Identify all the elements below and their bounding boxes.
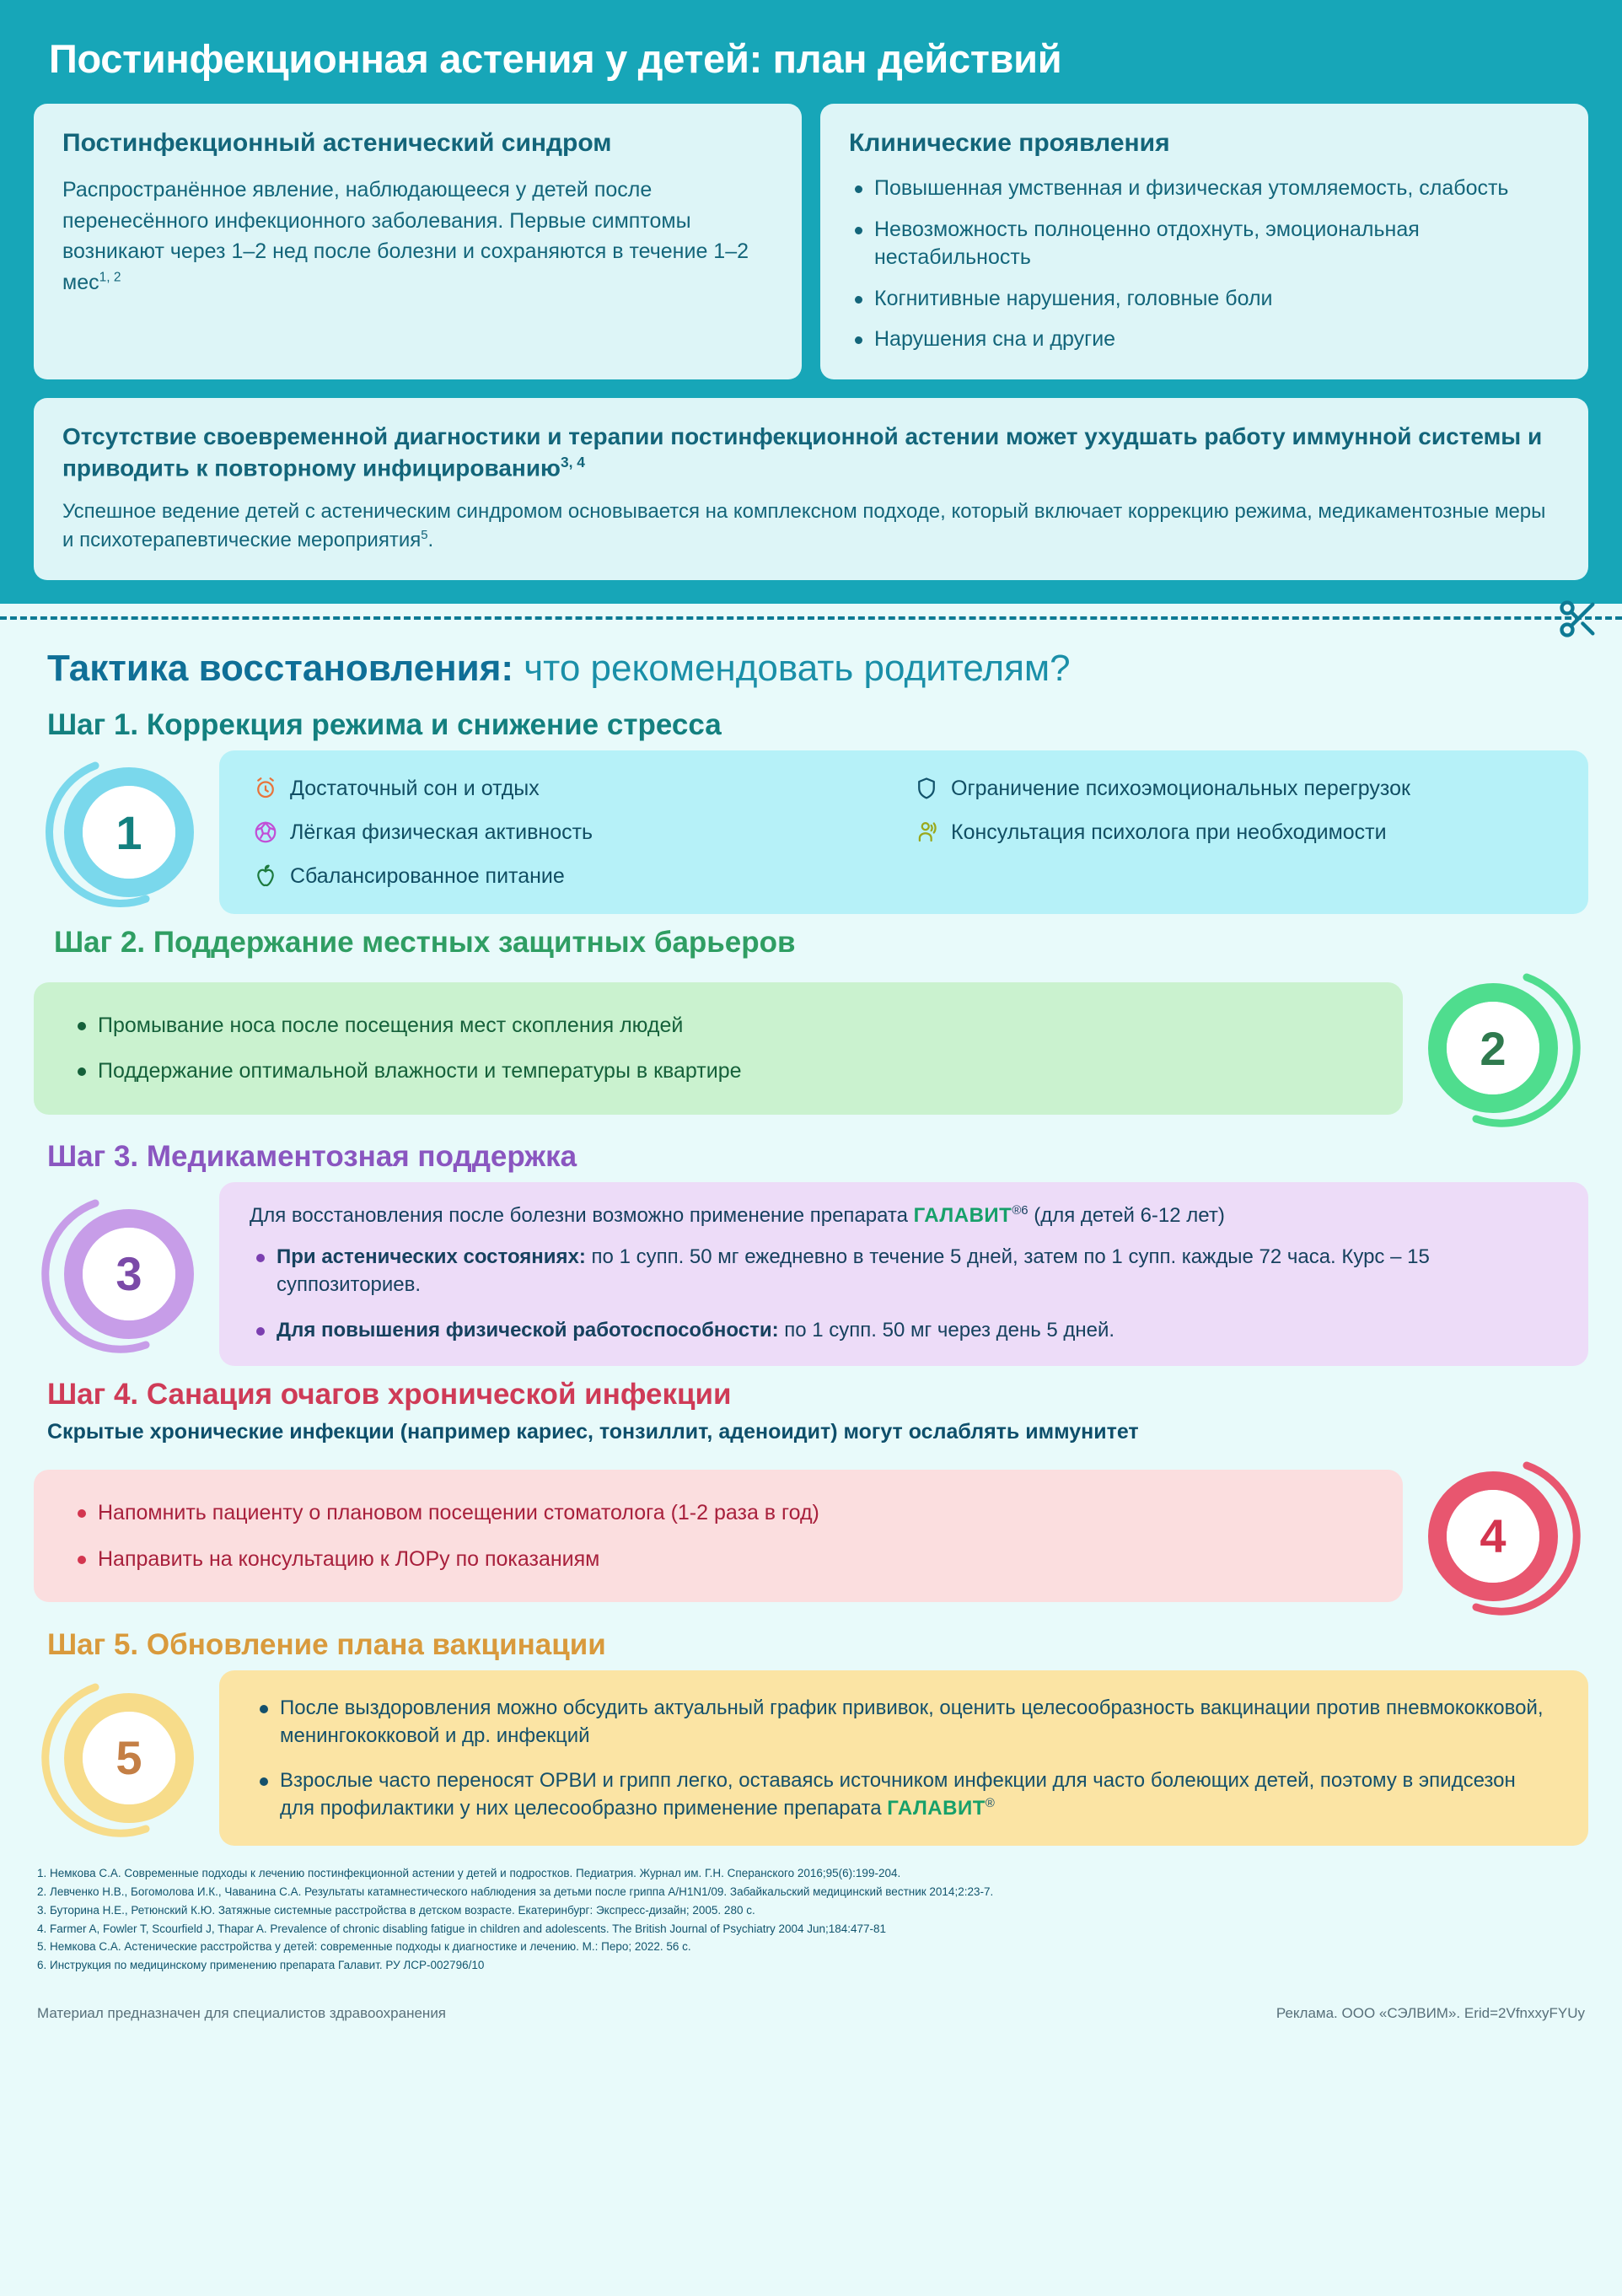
tactics-section <box>0 629 1622 1846</box>
recommendation-label: Сбалансированное питание <box>290 863 565 888</box>
syndrome-card-text: Распространённое явление, наблюдающееся у детей после перенесённого инфекционного заболевания. Первые симптомы возникают через 1–2 нед после болезни и сохраняются в течение 1–2 мес <box>62 178 749 294</box>
alert-card <box>34 398 1588 580</box>
dashed-line <box>0 616 1622 620</box>
syndrome-card-refs: 1, 2 <box>99 270 121 285</box>
alert-headline-text: Отсутствие своевременной диагностики и терапии постинфекционной астении может ухудшать работу иммунной системы и приводить к повторному инфицированию <box>62 422 1543 481</box>
recommendation-nutrition <box>253 863 894 889</box>
step-2-number: 2 <box>1480 1021 1507 1075</box>
list-item: Повышенная умственная и физическая утомляемость, слабость <box>849 175 1560 203</box>
reference-item: 5. Немкова С.А. Астенические расстройства у детей: современные подходы к диагностике и лечению. М.: Перо; 2022. 56 с. <box>37 1940 691 1954</box>
step-3-panel <box>219 1182 1588 1365</box>
step-5-list <box>253 1694 1555 1822</box>
dosage-text: по 1 супп. 50 мг ежедневно в течение 5 дней, затем по 1 супп. каждые 72 часа. Курс – 15 суппозиториев. <box>277 1245 1430 1297</box>
step-1-number: 1 <box>115 805 142 859</box>
scissors-icon <box>1556 597 1600 641</box>
list-item: Поддержание оптимальной влажности и температуры в квартире <box>71 1057 1366 1086</box>
recommendation-stress-limit <box>914 776 1555 801</box>
list-item: Невозможность полноценно отдохнуть, эмоциональная нестабильность <box>849 216 1560 272</box>
tactics-title <box>34 637 1588 696</box>
alert-headline <box>62 422 1560 484</box>
list-item: Когнитивные нарушения, головные боли <box>849 285 1560 314</box>
reference-item: 6. Инструкция по медицинскому применению препарата Галавит. РУ ЛСР-002796/10 <box>37 1959 485 1972</box>
syndrome-card-title: Постинфекционный астенический синдром <box>62 129 612 157</box>
clinical-signs-list <box>849 175 1560 354</box>
list-item <box>250 1316 1558 1344</box>
step-3-row <box>34 1182 1588 1365</box>
alarm-clock-icon <box>253 776 278 801</box>
ball-icon <box>253 820 278 845</box>
step-5-panel <box>219 1670 1588 1846</box>
alert-subtext-refs: 5 <box>421 529 428 543</box>
tactics-title-rest: что рекомендовать родителям? <box>513 648 1071 690</box>
list-item: Промывание носа после посещения мест скопления людей <box>71 1011 1366 1040</box>
step-4-heading: Шаг 4. Санация очагов хронической инфекции <box>47 1377 732 1411</box>
step-3-intro-pre: Для восстановления после болезни возможно применение препарата <box>250 1204 914 1228</box>
step-4-note: Скрытые хронические инфекции (например кариес, тонзиллит, аденоидит) могут ослаблять иммунитет <box>47 1419 1139 1444</box>
syndrome-card <box>34 104 802 379</box>
step-3-number: 3 <box>115 1247 142 1301</box>
step-4-badge <box>1411 1456 1588 1616</box>
list-item <box>250 1243 1558 1299</box>
syndrome-card-body <box>62 175 773 298</box>
list-item: После выздоровления можно обсудить актуальный график прививок, оценить целесообразность вакцинации против пневмококковой, менингококковой и др. инфекций <box>253 1694 1555 1750</box>
step-1-icon-grid <box>253 776 1555 889</box>
step-5-row <box>34 1670 1588 1846</box>
header-panel <box>0 0 1622 604</box>
step-3-heading: Шаг 3. Медикаментозная поддержка <box>47 1140 577 1174</box>
recommendation-label: Ограничение психоэмоциональных перегрузок <box>951 776 1410 800</box>
step-5-badge <box>34 1678 211 1838</box>
step-3-intro-ref: ®6 <box>1012 1204 1029 1218</box>
step-4-number: 4 <box>1480 1509 1507 1563</box>
footer-bar <box>0 1992 1622 2039</box>
step-2-row <box>34 968 1588 1128</box>
step-3-list <box>250 1243 1558 1343</box>
alert-subtext-tail: . <box>427 529 434 552</box>
clinical-signs-card <box>820 104 1588 379</box>
recommendation-sleep <box>253 776 894 801</box>
step-5-text: Взрослые часто переносят ОРВИ и грипп легко, оставаясь источником инфекции для часто болеющих детей, поэтому в эпидсезон для профилактики у них целесообразно применение препарата <box>280 1768 1516 1820</box>
step-4-list <box>71 1498 1366 1573</box>
recommendation-psychologist <box>914 820 1555 845</box>
list-item <box>253 1766 1555 1822</box>
footer-disclaimer: Материал предназначен для специалистов здравоохранения <box>37 2005 447 2022</box>
page-title: Постинфекционная астения у детей: план действий <box>49 36 1062 81</box>
reference-item: 2. Левченко Н.В., Богомолова И.К., Чаванина С.А. Результаты катамнестического наблюдения за детьми после гриппа A/H1N1/09. Забайкальский медицинский вестник 2014;2:23-7. <box>37 1885 994 1898</box>
recommendation-label: Лёгкая физическая активность <box>290 820 593 844</box>
reference-item: 4. Farmer A, Fowler T, Scourfield J, Thapar A. Prevalence of chronic disabling fatigue in children and adolescents. The British Journal of Psychiatry 2004 Jun;184:477-81 <box>37 1922 887 1935</box>
tactics-title-bold: Тактика восстановления: <box>47 648 514 690</box>
dosage-label: Для повышения физической работоспособности: <box>277 1318 779 1342</box>
step-1-badge <box>34 752 211 912</box>
dosage-text: по 1 супп. 50 мг через день 5 дней. <box>778 1318 1115 1342</box>
galavit-brand: ГАЛАВИТ <box>913 1204 1012 1228</box>
references-list <box>0 1846 1622 1975</box>
reference-item: 3. Буторина Н.Е., Ретюнский К.Ю. Затяжные системные расстройства в детском возрасте. Екатеринбург: Экспресс-дизайн; 2005. 280 с. <box>37 1903 755 1917</box>
alert-subtext <box>62 497 1560 555</box>
step-1-panel <box>219 750 1588 914</box>
step-2-panel <box>34 982 1403 1115</box>
dosage-label: При астенических состояниях: <box>277 1245 586 1269</box>
step-5-heading: Шаг 5. Обновление плана вакцинации <box>47 1627 606 1661</box>
step-2-heading: Шаг 2. Поддержание местных защитных барьеров <box>54 926 796 960</box>
step-3-intro <box>250 1204 1558 1228</box>
alert-headline-refs: 3, 4 <box>560 453 585 470</box>
recommendation-activity <box>253 820 894 845</box>
cut-line <box>0 605 1622 629</box>
step-2-badge <box>1411 968 1588 1128</box>
alert-subtext-text: Успешное ведение детей с астеническим синдромом основывается на комплексном подходе, который включает коррекцию режима, медикаментозные меры и психотерапевтические мероприятия <box>62 500 1546 552</box>
apple-icon <box>253 863 278 889</box>
list-item: Нарушения сна и другие <box>849 325 1560 354</box>
step-3-badge <box>34 1194 211 1354</box>
reference-item: 1. Немкова С.А. Современные подходы к лечению постинфекционной астении у детей и подростков. Педиатрия. Журнал им. Г.Н. Сперанского 2016;95(6):199-204. <box>37 1867 901 1880</box>
footer-ad-notice: Реклама. ООО «СЭЛВИМ». Erid=2VfnxxyFYUy <box>1276 2005 1585 2022</box>
shield-icon <box>914 776 939 801</box>
recommendation-label: Достаточный сон и отдых <box>290 776 540 800</box>
galavit-registered-mark: ® <box>985 1796 995 1810</box>
list-item: Направить на консультацию к ЛОРу по показаниям <box>71 1545 1366 1574</box>
step-4-row <box>34 1456 1588 1616</box>
step-4-panel <box>34 1470 1403 1602</box>
clinical-signs-title: Клинические проявления <box>849 129 1170 157</box>
recommendation-label: Консультация психолога при необходимости <box>951 820 1387 844</box>
list-item: Напомнить пациенту о плановом посещении стоматолога (1-2 раза в год) <box>71 1498 1366 1528</box>
people-icon <box>914 820 939 845</box>
step-1-row <box>34 750 1588 914</box>
step-2-list <box>71 1011 1366 1086</box>
step-1-heading: Шаг 1. Коррекция режима и снижение стресса <box>47 708 722 742</box>
header-card-row <box>34 104 1588 379</box>
galavit-brand: ГАЛАВИТ <box>887 1796 986 1820</box>
step-5-number: 5 <box>115 1731 142 1785</box>
step-3-intro-post: (для детей 6-12 лет) <box>1028 1204 1225 1228</box>
